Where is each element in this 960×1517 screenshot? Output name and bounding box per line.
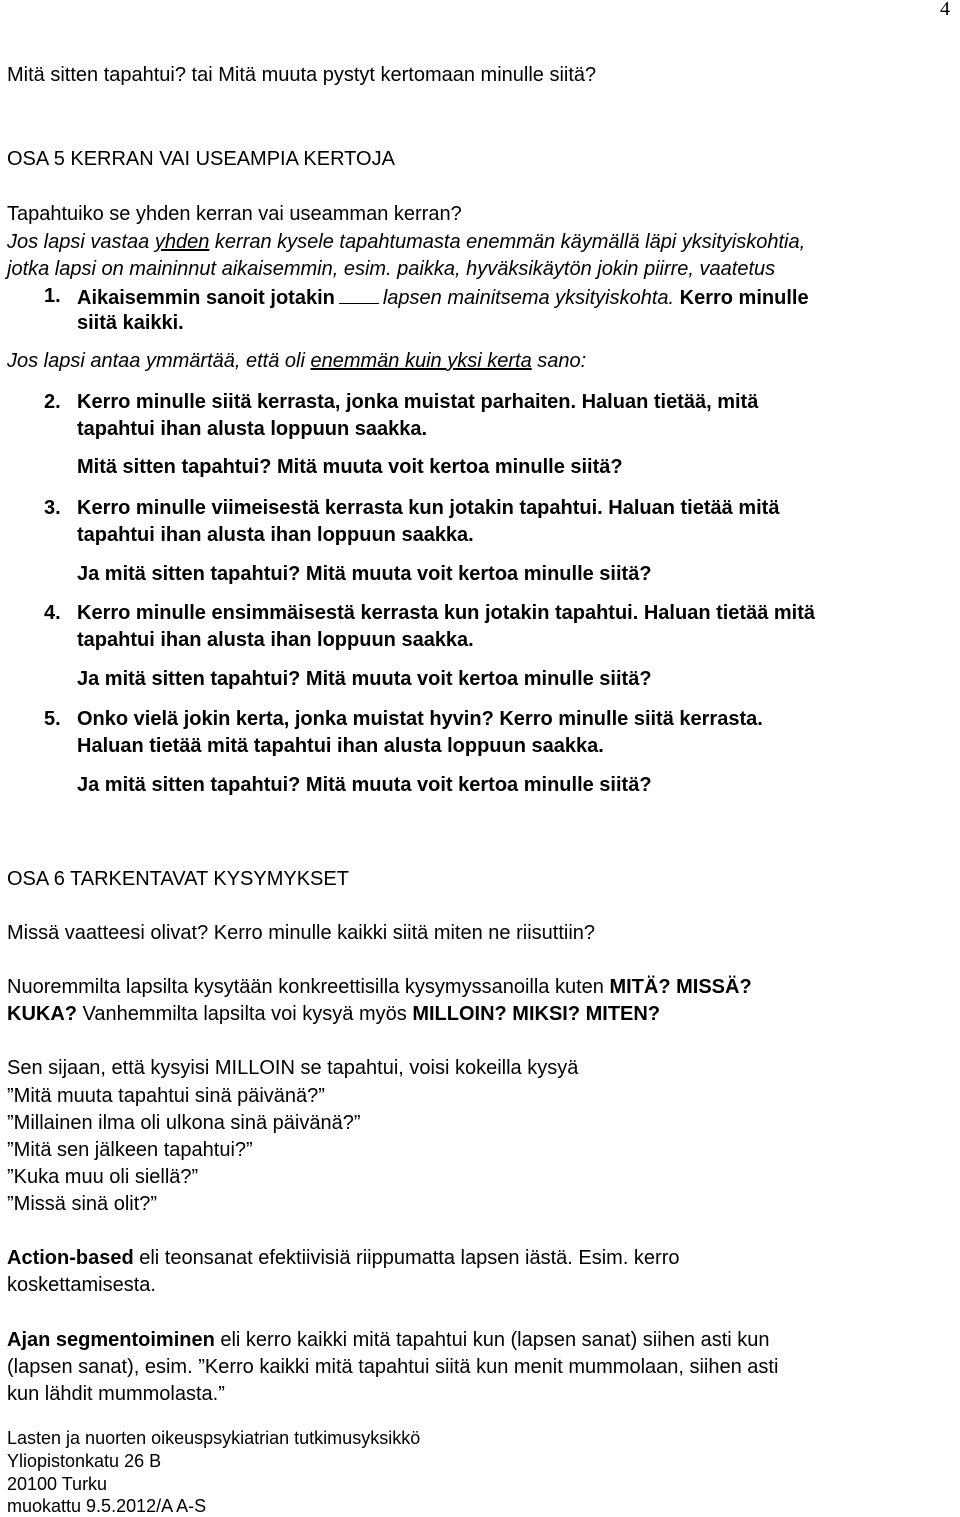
osa6-younger-line1: Nuoremmilta lapsilta kysytään konkreettisilla kysymyssanoilla kuten MITÄ? MISSÄ?: [7, 976, 752, 998]
segment-line2: (lapsen sanat), esim. ”Kerro kaikki mitä tapahtui siitä kun menit mummolaan, siihen asti: [7, 1356, 779, 1378]
item-followup: Mitä sitten tapahtui? Mitä muuta voit kertoa minulle siitä?: [77, 456, 623, 478]
item-line: Onko vielä jokin kerta, jonka muistat hyvin? Kerro minulle siitä kerrasta.: [77, 708, 763, 730]
item-line: tapahtui ihan alusta ihan loppuun saakka.: [77, 524, 474, 546]
multi-instruction: Jos lapsi antaa ymmärtää, että oli enemmän kuin yksi kerta sano:: [7, 350, 587, 372]
item-number: 3.: [44, 497, 61, 519]
item-followup: Ja mitä sitten tapahtui? Mitä muuta voit kertoa minulle siitä?: [77, 563, 652, 585]
osa6-younger-line2: KUKA? Vanhemmilta lapsilta voi kysyä myös MILLOIN? MIKSI? MITEN?: [7, 1003, 661, 1025]
item-followup: Ja mitä sitten tapahtui? Mitä muuta voit kertoa minulle siitä?: [77, 668, 652, 690]
osa5-instruction-line1: Jos lapsi vastaa yhden kerran kysele tapahtumasta enemmän käymällä läpi yksityiskohtia,: [7, 231, 806, 253]
alt-question: ”Mitä muuta tapahtui sinä päivänä?”: [7, 1085, 325, 1107]
item-line: siitä kaikki.: [77, 312, 184, 334]
intro-line: Mitä sitten tapahtui? tai Mitä muuta pystyt kertomaan minulle siitä?: [7, 64, 597, 86]
footer-line: Lasten ja nuorten oikeuspsykiatrian tutkimusyksikkö: [7, 1428, 421, 1448]
footer-line: muokattu 9.5.2012/A A-S: [7, 1496, 207, 1516]
action-based-line1: Action-based eli teonsanat efektiivisiä riippumatta lapsen iästä. Esim. kerro: [7, 1247, 680, 1269]
item-number: 5.: [44, 708, 61, 730]
item-line: Kerro minulle viimeisestä kerrasta kun jotakin tapahtui. Haluan tietää mitä: [77, 497, 780, 519]
page-number: 4: [940, 0, 950, 20]
fill-blank: [339, 285, 379, 304]
alt-question: ”Kuka muu oli siellä?”: [7, 1166, 199, 1188]
item-line: Kerro minulle siitä kerrasta, jonka muistat parhaiten. Haluan tietää, mitä: [77, 391, 759, 413]
item-line: tapahtui ihan alusta loppuun saakka.: [77, 418, 428, 440]
alt-question: ”Missä sinä olit?”: [7, 1193, 158, 1215]
footer-line: Yliopistonkatu 26 B: [7, 1451, 162, 1471]
osa5-instruction-line2: jotka lapsi on maininnut aikaisemmin, esim. paikka, hyväksikäytön jokin piirre, vaatetus: [7, 258, 776, 280]
item-line: tapahtui ihan alusta ihan loppuun saakka.: [77, 629, 474, 651]
item-number: 4.: [44, 602, 61, 624]
osa6-instead: Sen sijaan, että kysyisi MILLOIN se tapahtui, voisi kokeilla kysyä: [7, 1057, 579, 1079]
osa6-heading: OSA 6 TARKENTAVAT KYSYMYKSET: [7, 868, 349, 890]
item-line: Kerro minulle ensimmäisestä kerrasta kun jotakin tapahtui. Haluan tietää mitä: [77, 602, 816, 624]
footer-line: 20100 Turku: [7, 1474, 108, 1494]
segment-line1: Ajan segmentoiminen eli kerro kaikki mitä tapahtui kun (lapsen sanat) siihen asti kun: [7, 1329, 770, 1351]
osa5-question: Tapahtuiko se yhden kerran vai useamman kerran?: [7, 203, 462, 225]
alt-question: ”Mitä sen jälkeen tapahtui?”: [7, 1139, 253, 1161]
item-number: 1.: [44, 285, 61, 307]
action-based-line2: koskettamisesta.: [7, 1274, 156, 1296]
item-followup: Ja mitä sitten tapahtui? Mitä muuta voit kertoa minulle siitä?: [77, 774, 652, 796]
item-line: Haluan tietää mitä tapahtui ihan alusta loppuun saakka.: [77, 735, 604, 757]
item-line: Aikaisemmin sanoit jotakin lapsen mainitsema yksityiskohta. Kerro minulle: [77, 287, 809, 309]
osa6-clothes: Missä vaatteesi olivat? Kerro minulle kaikki siitä miten ne riisuttiin?: [7, 922, 596, 944]
segment-line3: kun lähdit mummolasta.”: [7, 1383, 225, 1405]
item-number: 2.: [44, 391, 61, 413]
osa5-heading: OSA 5 KERRAN VAI USEAMPIA KERTOJA: [7, 148, 395, 170]
alt-question: ”Millainen ilma oli ulkona sinä päivänä?”: [7, 1112, 361, 1134]
